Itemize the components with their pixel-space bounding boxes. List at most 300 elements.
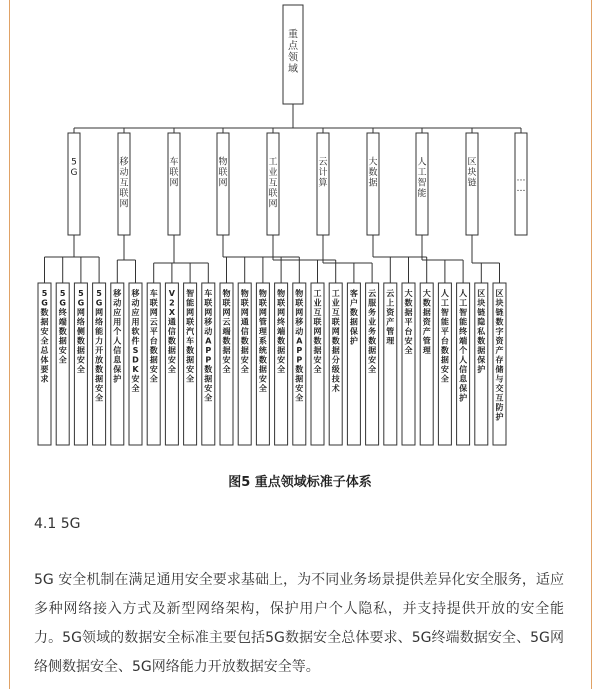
- leaf-node-label-char: 用: [113, 317, 122, 327]
- leaf-node-label-char: 网: [295, 307, 304, 317]
- leaf-node-label-char: 软: [131, 326, 140, 336]
- leaf-node-label-char: 据: [258, 364, 267, 374]
- leaf-node-label-char: 台: [404, 326, 413, 336]
- leaf-node-label-char: 能: [186, 298, 195, 308]
- leaf-node-label-char: 资: [495, 336, 504, 346]
- leaf-node-label-char: 据: [149, 355, 158, 365]
- leaf-node-label-char: 网: [204, 307, 213, 317]
- domain-node-label-8-char: 链: [467, 178, 477, 189]
- leaf-node-label-char: 人: [459, 355, 468, 365]
- leaf-node-label-char: 储: [495, 364, 504, 374]
- leaf-node-label-char: 全: [440, 374, 449, 384]
- leaf-node-label-char: 数: [40, 307, 49, 317]
- leaf-node-label-char: 数: [440, 345, 449, 355]
- leaf-node-label-char: 放: [95, 355, 104, 365]
- leaf-node-label-char: 据: [204, 374, 213, 384]
- leaf-node-label-char: 全: [404, 345, 413, 355]
- leaf-node-label-char: P: [296, 345, 303, 355]
- domain-node-label-9-char: …: [516, 173, 526, 184]
- leaf-node-label-char: 数: [404, 298, 413, 308]
- leaf-node-label-char: 安: [240, 355, 249, 365]
- leaf-node-label-char: 据: [404, 307, 413, 317]
- leaf-node-label-char: 移: [131, 288, 140, 298]
- leaf-node-label: [94, 289, 103, 403]
- leaf-node-label-char: 平: [149, 326, 158, 336]
- leaf-node-label-char: 安: [167, 355, 176, 365]
- leaf-node-label: [112, 288, 122, 384]
- leaf-node-label-char: 5: [78, 288, 84, 298]
- leaf-node-label-char: 数: [349, 307, 358, 317]
- leaf-node-label-char: 全: [95, 393, 104, 403]
- leaf-node-label-char: 网: [76, 307, 85, 317]
- leaf-node-label-char: 联: [186, 317, 195, 327]
- leaf-node-label-char: 终: [277, 317, 286, 327]
- leaf-node-label-char: 安: [222, 355, 231, 365]
- leaf-node-label-char: 务: [368, 326, 377, 336]
- leaf-node-label-char: 大: [422, 288, 431, 298]
- leaf-node-label-char: 网: [95, 307, 104, 317]
- leaf-node-label-char: 安: [440, 364, 449, 374]
- leaf-node-label-char: 保: [113, 364, 122, 374]
- leaf-node-label-char: 据: [349, 317, 358, 327]
- leaf-node-label-char: 数: [422, 298, 431, 308]
- leaf-node-label-char: G: [95, 298, 103, 308]
- leaf-node-label-char: 车: [149, 288, 158, 298]
- leaf-node-label-char: 据: [222, 345, 231, 355]
- leaf-node-label-char: 统: [258, 345, 267, 355]
- domain-node-label-9: [517, 174, 526, 195]
- leaf-node-label-char: 网: [240, 307, 249, 317]
- leaf-node-label-char: 智: [459, 307, 468, 317]
- leaf-node-label-char: 联: [240, 298, 249, 308]
- leaf-node-label-char: 术: [331, 383, 340, 393]
- leaf-node-label-char: 全: [277, 364, 286, 374]
- leaf-node-label-char: 安: [76, 355, 85, 365]
- leaf-node-label-char: 络: [76, 317, 85, 327]
- leaf-node-label-char: 个: [113, 326, 122, 336]
- leaf-node-label-char: 网: [313, 326, 322, 336]
- leaf-node-label-char: 据: [368, 345, 377, 355]
- leaf-node-label-char: 全: [131, 383, 140, 393]
- leaf-node-label: [149, 288, 158, 384]
- root-node-label-char: 重: [288, 29, 298, 41]
- leaf-node-label-char: 户: [349, 298, 358, 308]
- leaf-node-label-char: 端: [222, 326, 231, 336]
- domain-node-label-1-char: 动: [119, 168, 129, 179]
- leaf-node-label-char: V: [168, 288, 176, 298]
- domain-node-label-3: [218, 156, 227, 189]
- leaf-node-label-char: 护: [459, 393, 468, 403]
- leaf-node-label: [240, 288, 249, 374]
- domain-node-label-6-char: 数: [368, 168, 378, 179]
- leaf-node-label-char: P: [205, 345, 212, 355]
- leaf-node-label-char: 终: [58, 307, 67, 317]
- leaf-node-label-char: 数: [258, 355, 267, 365]
- domain-node-label-2-char: 联: [169, 168, 179, 179]
- leaf-node-label-char: 车: [204, 288, 213, 298]
- leaf-node-label-char: 安: [204, 383, 213, 393]
- leaf-node-label-char: 护: [495, 412, 504, 422]
- leaf-node-label-char: 数: [58, 326, 67, 336]
- leaf-node-label-char: 工: [440, 298, 449, 308]
- leaf-node-label-char: 数: [277, 336, 286, 346]
- domain-node-label-3-char: 联: [218, 168, 228, 179]
- leaf-node-label-char: 字: [495, 326, 504, 336]
- leaf-node-label-char: 物: [222, 288, 231, 298]
- leaf-node-label-char: 人: [440, 288, 449, 298]
- leaf-node-label-char: 全: [149, 374, 158, 384]
- leaf-node-label-char: 产: [386, 317, 395, 327]
- leaf-node-label-char: 护: [477, 364, 486, 374]
- leaf-node-label-char: 安: [313, 355, 322, 365]
- leaf-node-label-char: 隐: [477, 317, 486, 327]
- leaf-node-label-char: 台: [149, 336, 158, 346]
- leaf-node-label-char: 平: [440, 326, 449, 336]
- domain-node-label-4-char: 互: [268, 178, 278, 189]
- leaf-node-label-char: 管: [422, 336, 431, 346]
- leaf-node-label-char: 与: [495, 374, 504, 384]
- leaf-node-label: [476, 288, 486, 374]
- leaf-node-label-char: 私: [477, 326, 486, 336]
- domain-node-label-3-char: 网: [218, 178, 228, 189]
- leaf-node-label-char: 要: [40, 364, 49, 374]
- leaf-node-label-char: 存: [495, 355, 504, 365]
- leaf-node-label-char: 链: [495, 307, 504, 317]
- root-node-label-char: 点: [288, 41, 298, 52]
- leaf-node-label: [131, 288, 141, 393]
- leaf-node-label-char: 网: [331, 326, 340, 336]
- leaf-node-label-char: 业: [313, 298, 322, 308]
- leaf-node-label-char: 数: [477, 336, 486, 346]
- domain-node-label-4-char: 联: [268, 189, 278, 200]
- domain-node-label-8-char: 区: [467, 157, 477, 168]
- leaf-node-label-char: 平: [404, 317, 413, 327]
- leaf-node-label-char: 息: [459, 374, 468, 384]
- leaf-node-label-char: 管: [258, 317, 267, 327]
- leaf-node-label-char: 信: [459, 364, 468, 374]
- domain-node-label-3-char: 物: [218, 157, 228, 168]
- section-paragraph: 5G 安全机制在满足通用安全要求基础上，为不同业务场景提供差异化安全服务，适应多种网络接入方式及新型网络架构，保护用户个人隐私，并支持提供开放的安全能力。5G领域的数据安全标准主要包括5G数据安全总体要求、5G终端数据安全、5G网络侧数据安全、5G网络能力开放数据安全等。: [34, 572, 564, 675]
- leaf-node-label-char: 用: [131, 317, 140, 327]
- leaf-node-label-char: X: [168, 307, 175, 317]
- leaf-node-label: [222, 288, 231, 374]
- domain-node-label-5-char: 云: [318, 157, 328, 168]
- leaf-node-label-char: 管: [386, 326, 395, 336]
- leaf-node-label-char: 全: [204, 393, 213, 403]
- leaf-node-label: [404, 288, 413, 355]
- leaf-node-label-char: 云: [386, 288, 395, 298]
- domain-node-label-0: [71, 158, 78, 179]
- leaf-node-label: [313, 289, 322, 374]
- leaf-node-label-char: 安: [368, 355, 377, 365]
- leaf-node-label-char: 云: [222, 317, 231, 327]
- leaf-node-label-char: 分: [331, 355, 340, 365]
- leaf-node-label-char: 移: [113, 288, 122, 298]
- leaf-node-label: [331, 289, 340, 393]
- root-node-label-char: 领: [288, 52, 298, 64]
- leaf-node-label-char: 据: [186, 355, 195, 365]
- leaf-node-label: [440, 288, 449, 384]
- leaf-node-label-char: 保: [477, 355, 486, 365]
- domain-node-label-1: [119, 156, 128, 210]
- domain-node-label-6-char: 据: [368, 178, 378, 189]
- leaf-node-label-char: 数: [313, 336, 322, 346]
- leaf-node-label-char: 智: [440, 307, 449, 317]
- leaf-node-label: [167, 289, 176, 374]
- leaf-node-label-char: P: [205, 355, 212, 365]
- leaf-node-label-char: 络: [95, 317, 104, 327]
- leaf-node-label: [276, 288, 285, 374]
- leaf-node-label-char: 5: [96, 288, 102, 298]
- leaf-node-label-char: 物: [277, 288, 286, 298]
- leaf-node-label: [58, 289, 67, 365]
- leaf-node-label-char: 联: [204, 298, 213, 308]
- leaf-node-label-char: 人: [459, 288, 468, 298]
- leaf-node-label-char: 据: [277, 345, 286, 355]
- domain-node-label-4-char: 网: [268, 199, 278, 210]
- leaf-node-label-char: 据: [95, 374, 104, 384]
- leaf-node-label-char: 全: [368, 364, 377, 374]
- leaf-node-label-char: 互: [331, 307, 340, 317]
- leaf-node-label-char: 网: [222, 307, 231, 317]
- leaf-node-label-char: 安: [404, 336, 413, 346]
- leaf-node-label-char: 联: [331, 317, 340, 327]
- leaf-node-label-char: 2: [169, 298, 175, 308]
- domain-node-label-7-char: 人: [417, 157, 427, 168]
- domain-node-label-7: [417, 156, 426, 200]
- leaf-node-label-char: 块: [477, 298, 486, 308]
- leaf-node-label-char: 5: [41, 288, 48, 298]
- leaf-node-label-char: 护: [349, 336, 358, 346]
- domain-node-label-5-char: 算: [318, 178, 328, 189]
- leaf-node-label-char: 通: [240, 317, 249, 327]
- leaf-node-label-char: 侧: [76, 326, 85, 336]
- leaf-node-label-char: 物: [258, 288, 267, 298]
- domain-node-label-4-char: 业: [268, 168, 278, 179]
- leaf-node-label-char: 个: [459, 345, 468, 355]
- leaf-node-label-char: 数: [204, 364, 213, 374]
- leaf-node-label-char: 据: [295, 374, 304, 384]
- leaf-node-label-char: 全: [40, 336, 49, 346]
- leaf-node-label-char: 工: [331, 288, 340, 298]
- section-heading: 4.1 5G: [34, 516, 81, 532]
- leaf-node-label-char: 据: [58, 336, 67, 346]
- leaf-node-label-char: 区: [477, 288, 486, 298]
- root-node-label: [288, 28, 299, 76]
- leaf-node-label-char: 网: [277, 307, 286, 317]
- leaf-node-label-char: 能: [459, 317, 468, 327]
- leaf-node-label-char: 保: [459, 383, 468, 393]
- leaf-node-label-char: 全: [258, 383, 267, 393]
- leaf-node-label-char: S: [132, 345, 139, 355]
- leaf-node-label-char: 客: [349, 288, 358, 298]
- domain-node-label-5: [318, 157, 327, 189]
- leaf-node-label-char: 据: [440, 355, 449, 365]
- leaf-node-label-char: 全: [167, 364, 176, 374]
- leaf-node-label-char: K: [132, 364, 139, 374]
- leaf-node-label-char: 汽: [186, 326, 195, 336]
- leaf-node-label-char: 理: [386, 336, 395, 346]
- leaf-node-label-char: 据: [477, 345, 486, 355]
- leaf-node-label-char: 数: [495, 317, 504, 327]
- leaf-node-label-char: 信: [240, 326, 249, 336]
- leaf-node-label-char: 能: [95, 326, 104, 336]
- leaf-node-label-char: 物: [240, 288, 249, 298]
- leaf-node-label-char: 端: [459, 336, 468, 346]
- leaf-node-label-char: 工: [313, 288, 322, 298]
- domain-node-label-1-char: 互: [119, 178, 129, 189]
- leaf-node-label-char: 件: [131, 336, 140, 346]
- leaf-node-label-char: 互: [313, 307, 322, 317]
- leaf-node-label-char: 据: [422, 307, 431, 317]
- leaf-node-label-char: 数: [186, 345, 195, 355]
- domain-node-label-2: [169, 156, 178, 189]
- leaf-node-label-char: A: [205, 336, 212, 346]
- leaf-node-label-char: 信: [113, 345, 122, 355]
- leaf-node-label-char: 数: [95, 364, 104, 374]
- leaf-node-label-char: 安: [58, 345, 67, 355]
- leaf-node-label-char: 据: [331, 345, 340, 355]
- domain-node-label-7-char: 能: [417, 189, 427, 200]
- leaf-node-label-char: 产: [495, 345, 504, 355]
- leaf-node-label-char: 互: [495, 393, 504, 403]
- leaf-node-label-char: 联: [222, 298, 231, 308]
- leaf-node-label-char: 通: [167, 317, 176, 327]
- leaf-node-label: [258, 288, 268, 393]
- leaf-node-label-char: 安: [95, 383, 104, 393]
- leaf-node-label-char: 保: [349, 326, 358, 336]
- figure-caption: 图5 重点领域标准子体系: [228, 475, 372, 490]
- leaf-node-label-char: 全: [186, 374, 195, 384]
- leaf-node-label-char: 安: [258, 374, 267, 384]
- leaf-node-label-char: 端: [58, 317, 67, 327]
- leaf-node-label-char: 据: [40, 317, 49, 327]
- leaf-node-label-char: 技: [331, 374, 340, 384]
- leaf-node-label-char: A: [296, 336, 303, 346]
- leaf-node-label-char: 网: [258, 307, 267, 317]
- leaf-node-label-char: 联: [277, 298, 286, 308]
- leaf-node-label-char: 理: [422, 345, 431, 355]
- leaf-node-label: [386, 288, 395, 346]
- leaf-node-label-char: 防: [495, 402, 504, 412]
- leaf-node-label-char: 动: [204, 326, 213, 336]
- leaf-node-label-char: 全: [222, 364, 231, 374]
- domain-node-label-9-char: …: [516, 184, 526, 195]
- leaf-node-label-char: 块: [495, 298, 504, 308]
- domain-node-label-7-char: 工: [417, 168, 427, 179]
- leaf-node-label-char: G: [41, 298, 48, 308]
- domain-node-label-2-char: 网: [169, 178, 179, 189]
- leaf-node-label-char: P: [296, 355, 303, 365]
- domain-node-label-8: [467, 157, 476, 189]
- leaf-node-label-char: 全: [240, 364, 249, 374]
- leaf-node-label-char: 资: [422, 317, 431, 327]
- root-node-label-char: 域: [288, 64, 298, 75]
- domain-node-label-0-char: 5: [71, 157, 77, 168]
- leaf-node-label-char: 全: [76, 364, 85, 374]
- leaf-node-label-char: 务: [368, 307, 377, 317]
- leaf-node-label-char: 信: [167, 326, 176, 336]
- leaf-node-label-char: 开: [95, 345, 104, 355]
- leaf-node-label-char: 据: [76, 345, 85, 355]
- leaf-node-label-char: 上: [386, 298, 395, 308]
- leaf-node-label-char: 全: [58, 355, 67, 365]
- leaf-node-label-char: 移: [204, 317, 213, 327]
- leaf-node-label-char: 据: [313, 345, 322, 355]
- leaf-node-label-char: 求: [40, 374, 49, 384]
- domain-node-label-0-char: G: [70, 168, 78, 179]
- leaf-node-label-char: 联: [149, 298, 158, 308]
- leaf-node-label-char: 数: [331, 336, 340, 346]
- leaf-node-label-char: 云: [368, 288, 377, 298]
- leaf-node-label-char: G: [59, 298, 66, 308]
- leaf-node-label-char: 大: [404, 288, 413, 298]
- leaf-node-label: [496, 288, 505, 422]
- leaf-node-label-char: 全: [295, 393, 304, 403]
- leaf-node-label-char: 安: [40, 326, 49, 336]
- leaf-node-label: [367, 288, 376, 374]
- leaf-node-label: [185, 288, 195, 384]
- domain-node-label-6: [368, 156, 377, 189]
- leaf-node-label-char: 数: [167, 336, 176, 346]
- leaf-node-label-char: 级: [331, 364, 340, 374]
- leaf-node-label-char: 联: [295, 298, 304, 308]
- domain-node-label-7-char: 智: [417, 178, 427, 189]
- leaf-node-label-char: 智: [186, 288, 195, 298]
- leaf-node-label-char: 体: [40, 355, 49, 365]
- leaf-node-label-char: 端: [277, 326, 286, 336]
- leaf-node-label: [349, 288, 358, 346]
- leaf-node-label: [76, 289, 85, 374]
- domain-node-box-0: [68, 133, 80, 235]
- leaf-node-label-char: 数: [76, 336, 85, 346]
- leaf-node-label-char: 移: [295, 317, 304, 327]
- leaf-node-label-char: 应: [131, 307, 140, 317]
- leaf-node-label-char: 安: [295, 383, 304, 393]
- leaf-node-label-char: 系: [258, 336, 267, 346]
- leaf-node-label-char: 安: [277, 355, 286, 365]
- domain-node-label-4: [268, 157, 277, 210]
- leaf-node-label-char: 工: [459, 298, 468, 308]
- leaf-node-label-char: 链: [477, 307, 486, 317]
- leaf-node-label-char: 终: [459, 326, 468, 336]
- leaf-node-label: [458, 288, 468, 403]
- leaf-node-label-char: 数: [240, 336, 249, 346]
- domain-node-label-1-char: 联: [119, 189, 129, 200]
- leaf-node-label-char: 据: [240, 345, 249, 355]
- leaf-node-label-char: 台: [440, 336, 449, 346]
- leaf-node-label-char: 联: [258, 298, 267, 308]
- leaf-node-label-char: 区: [495, 288, 504, 298]
- leaf-node-label-char: 动: [113, 298, 122, 308]
- leaf-node-label-char: 云: [149, 317, 158, 327]
- domain-node-label-8-char: 块: [467, 168, 477, 179]
- leaf-node-label-char: 物: [295, 288, 304, 298]
- leaf-node-label-char: 业: [331, 298, 340, 308]
- leaf-node-label-char: 车: [186, 336, 195, 346]
- domain-node-label-4-char: 工: [268, 157, 278, 168]
- leaf-node-label: [422, 288, 432, 355]
- domain-node-label-6-char: 大: [368, 157, 378, 168]
- leaf-node-label-char: 护: [113, 374, 122, 384]
- leaf-node-label-char: 业: [368, 317, 377, 327]
- domain-node-label-5-char: 计: [318, 168, 328, 179]
- leaf-node-label-char: 安: [149, 364, 158, 374]
- leaf-node-label-char: 据: [167, 345, 176, 355]
- leaf-node-label-char: 应: [113, 307, 122, 317]
- leaf-node-label-char: 安: [131, 374, 140, 384]
- leaf-node-label-char: 资: [386, 307, 395, 317]
